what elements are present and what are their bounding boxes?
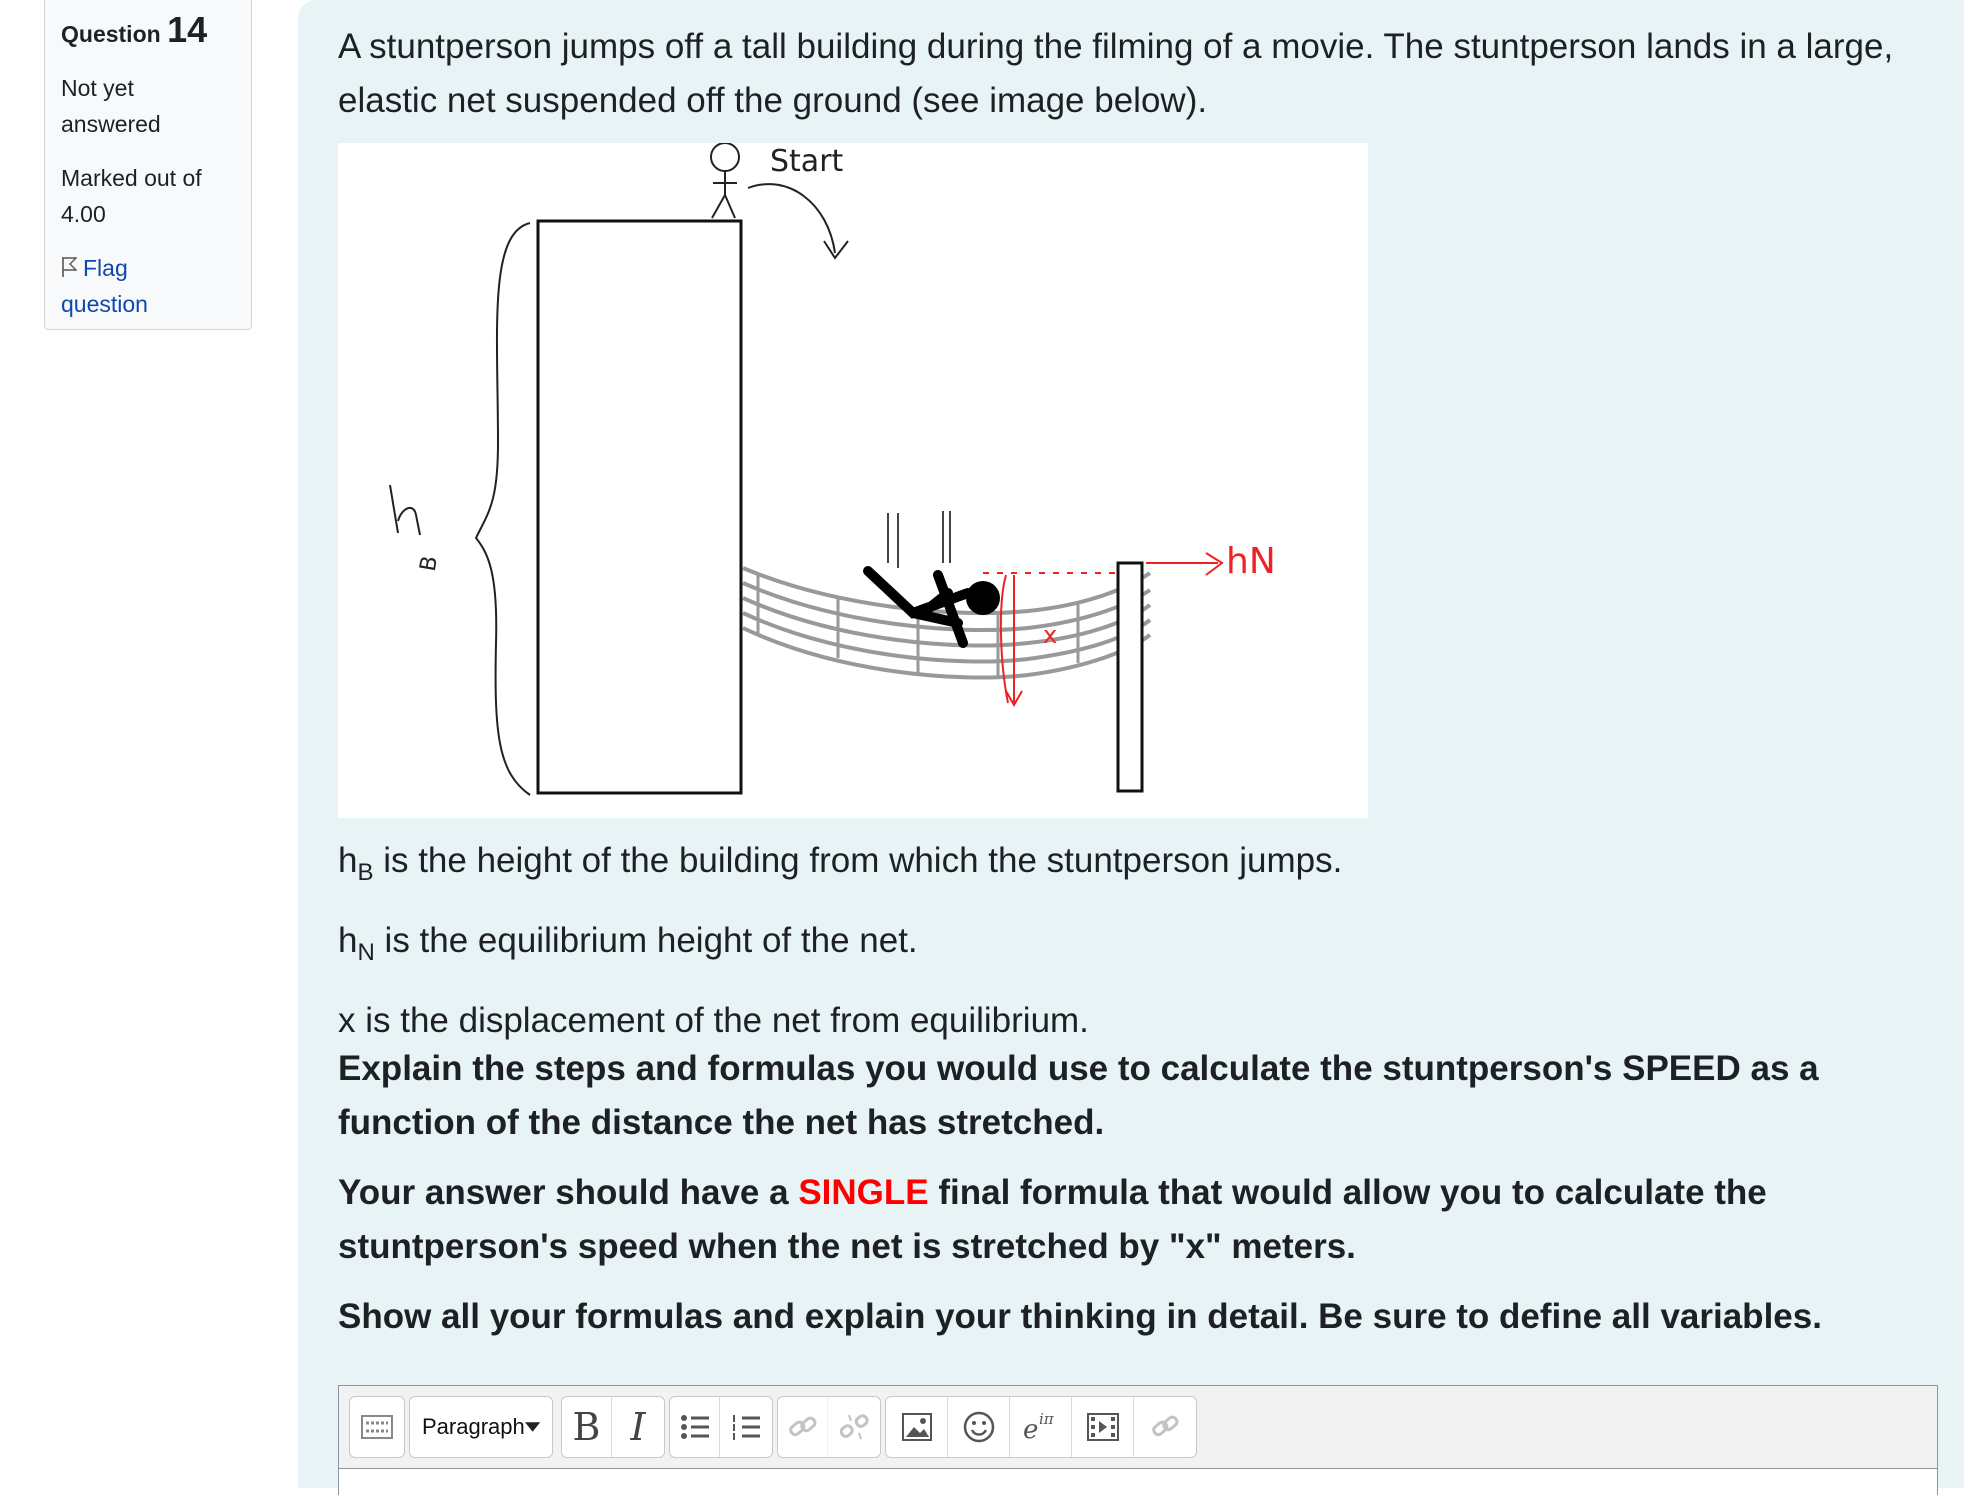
- question-label: Question: [61, 21, 161, 47]
- manage-files-icon: [1150, 1412, 1180, 1442]
- stick-figure-head: [711, 143, 739, 171]
- show-more-buttons[interactable]: [350, 1397, 404, 1457]
- paragraph-format-value: Paragraph: [422, 1414, 525, 1439]
- definition-x: x is the displacement of the net from equilibrium.: [338, 1001, 1089, 1040]
- toolbar-toggle-icon: [361, 1415, 393, 1439]
- manage-files-button[interactable]: [1134, 1397, 1196, 1457]
- toolbar-group-lists: [669, 1396, 773, 1458]
- diagram-svg: [338, 143, 1368, 818]
- stuntperson-diagram: [338, 143, 1368, 818]
- question-grade: [61, 160, 235, 232]
- state-line-2: answered: [61, 111, 161, 137]
- link-icon: [788, 1412, 818, 1442]
- equation-icon: [1021, 1412, 1061, 1442]
- unlink-icon: [839, 1412, 869, 1442]
- displacement-bracket: [1001, 575, 1008, 703]
- bold-icon: B: [572, 1405, 601, 1449]
- toolbar-group-toggle: [349, 1396, 405, 1458]
- flag-question-link[interactable]: [61, 250, 235, 322]
- paragraph-format-select[interactable]: [410, 1397, 552, 1457]
- film-icon: [1087, 1413, 1119, 1441]
- ordered-list-button[interactable]: [720, 1397, 772, 1457]
- net-pole: [1118, 563, 1142, 791]
- answer-editor: [338, 1385, 1938, 1495]
- answer-text-area[interactable]: [339, 1468, 1937, 1497]
- question-content-panel: [298, 0, 1964, 1488]
- flag-icon: [61, 256, 77, 278]
- instruction-1: Explain the steps and formulas you would use to calculate the stuntperson's SPEED as a function of the distance the net has stretched.: [338, 1049, 1819, 1142]
- flag-label-2[interactable]: question: [61, 291, 148, 317]
- hb-brace: [476, 223, 530, 795]
- insert-media-button[interactable]: [1072, 1397, 1134, 1457]
- numbered-list-icon: [731, 1413, 761, 1441]
- falling-person-head: [966, 581, 1000, 615]
- jump-arrow-head: [824, 241, 848, 258]
- toolbar-group-links: [777, 1396, 881, 1458]
- svg-text:e: e: [1022, 1415, 1038, 1442]
- insert-equation-button[interactable]: [1010, 1397, 1072, 1457]
- jump-arrow: [748, 184, 835, 253]
- question-text: A stuntperson jumps off a tall building during the filming of a movie. The stuntperson lands in a large, elastic net suspended off the ground (see image below).: [338, 27, 1894, 120]
- displacement-arrow: [1006, 575, 1022, 705]
- instruction-2: Your answer should have a SINGLE final formula that would allow you to calculate the stuntperson's speed when the net is stretched by "x" meters.: [338, 1173, 1767, 1266]
- single-emphasis: SINGLE: [798, 1173, 929, 1212]
- insert-image-button[interactable]: [886, 1397, 948, 1457]
- hb-sub-label: B: [415, 554, 444, 574]
- question-number-heading: [61, 8, 235, 56]
- question-number: 14: [167, 9, 208, 50]
- question-instructions: [338, 1042, 1938, 1360]
- toolbar-group-insert: [885, 1396, 1197, 1458]
- bullet-list-icon: [680, 1413, 710, 1441]
- flag-label-1[interactable]: Flag: [83, 255, 128, 281]
- italic-button[interactable]: [612, 1397, 664, 1457]
- building: [538, 221, 741, 793]
- insert-emoticon-button[interactable]: [948, 1397, 1010, 1457]
- x-label: x: [1043, 621, 1058, 649]
- toolbar-group-style: [561, 1396, 665, 1458]
- grade-line-2: 4.00: [61, 201, 106, 227]
- toolbar-group-format: [409, 1396, 553, 1458]
- grade-line-1: Marked out of: [61, 165, 202, 191]
- italic-icon: I: [630, 1405, 646, 1449]
- variable-definitions: [338, 835, 1938, 1063]
- definition-hn: $h_N$ is the equilibrium height of the net.: [338, 921, 918, 966]
- svg-text:iπ: iπ: [1038, 1412, 1054, 1428]
- chevron-down-icon: [525, 1422, 540, 1432]
- question-state: [61, 70, 235, 142]
- link-button[interactable]: [778, 1397, 828, 1457]
- start-label: Start: [770, 144, 844, 179]
- image-icon: [902, 1413, 932, 1441]
- instruction-3: Show all your formulas and explain your thinking in detail. Be sure to define all variables.: [338, 1297, 1822, 1336]
- question-info-panel: [44, 0, 252, 330]
- smiley-icon: [963, 1411, 995, 1443]
- unordered-list-button[interactable]: [670, 1397, 720, 1457]
- state-line-1: Not yet: [61, 75, 134, 101]
- definition-hb: $h_B$ is the height of the building from which the stuntperson jumps.: [338, 841, 1343, 886]
- stick-figure-body: [712, 171, 737, 218]
- unlink-button[interactable]: [828, 1397, 880, 1457]
- hb-symbol: [390, 485, 420, 535]
- hn-label: hN: [1226, 541, 1276, 582]
- bold-button[interactable]: [562, 1397, 612, 1457]
